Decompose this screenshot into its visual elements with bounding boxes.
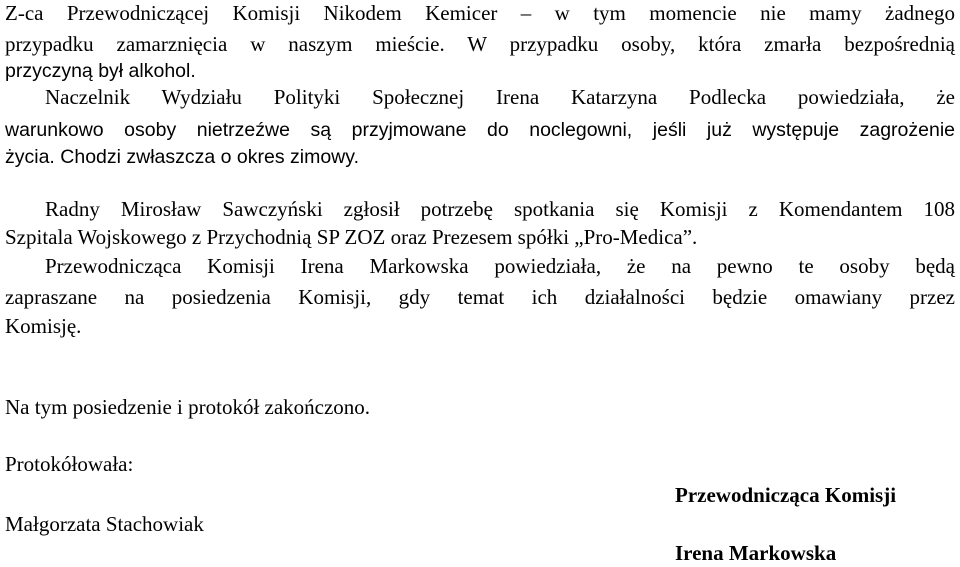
text-line: Komisję.	[5, 314, 82, 338]
text-line: przypadku zamarznięcia w naszym mieście. W przypadku osoby, która zmarła bezpośrednią	[5, 32, 955, 56]
text-line: przyczyną był alkohol.	[5, 60, 196, 82]
chair-title: Przewodnicząca Komisji	[675, 483, 897, 507]
text-line: Z-ca Przewodniczącej Komisji Nikodem Kemicer – w tym momencie nie mamy żadnego	[5, 1, 955, 25]
text-line: zapraszane na posiedzenia Komisji, gdy temat ich działalności będzie omawiany przez	[5, 285, 955, 309]
text-line: Naczelnik Wydziału Polityki Społecznej Irena Katarzyna Podlecka powiedziała, że	[45, 85, 955, 109]
text-line: życia. Chodzi zwłaszcza o okres zimowy.	[5, 146, 359, 168]
recorder-label: Protokółowała:	[5, 452, 134, 476]
text-line: Szpitala Wojskowego z Przychodnią SP ZOZ oraz Prezesem spółki „Pro-Medica”.	[5, 225, 698, 249]
text-line: warunkowo osoby nietrzeźwe są przyjmowane do noclegowni, jeśli już występuje zagrożenie	[5, 119, 955, 141]
text-line: Radny Mirosław Sawczyński zgłosił potrzebę spotkania się Komisji z Komendantem 108	[45, 197, 955, 221]
chair-name: Irena Markowska	[675, 541, 837, 565]
closing-statement: Na tym posiedzenie i protokół zakończono.	[5, 395, 371, 419]
recorder-name: Małgorzata Stachowiak	[5, 512, 204, 536]
text-line: Przewodnicząca Komisji Irena Markowska powiedziała, że na pewno te osoby będą	[45, 254, 955, 278]
